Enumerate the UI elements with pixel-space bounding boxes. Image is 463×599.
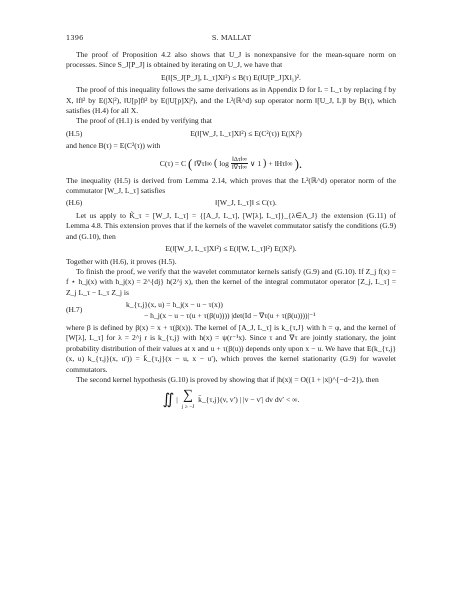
page-number: 1396 xyxy=(66,34,84,42)
equation-part: ‖∇τ‖∞ xyxy=(194,158,213,168)
equation-h7 xyxy=(66,300,396,321)
paren-close: ). xyxy=(294,155,303,171)
equation-h6 xyxy=(66,198,396,208)
equation-part: k̄_{τ,j}(v, v′) | |v − v′| dv dv′ < ∞. xyxy=(198,395,300,405)
equation-part: C(τ) = C xyxy=(159,158,187,168)
equation-part: + ‖Hτ‖∞ xyxy=(268,158,293,168)
running-header-author: S. MALLAT xyxy=(211,34,252,42)
paren-open: ( xyxy=(188,155,193,171)
equation-body: E(‖[W_J, L_τ]X‖²) ≤ E(‖[W, L_τ]‖²) E(|X|²). xyxy=(165,244,297,254)
equation-label: (H.7) xyxy=(66,305,83,315)
paragraph: The proof of (H.1) is ended by verifying that xyxy=(76,116,213,126)
equation-line: − h_j(x − u − τ(u + τ(β(u)))) |det(Id − ∇τ(u + τ(β(u))))|⁻¹ xyxy=(144,310,316,320)
paragraph: To finish the proof, we verify that the wavelet commutator kernels satisfy (G.9) and (G.10). If Z_j f(x) = f ⋆ h_j(x) with h_j(x) = 2^{dj} h(2^j x), then the kernel of the integral commutator operator [Z_j, L_τ] = Z_j L_τ − L_τ Z_j is xyxy=(66,266,396,297)
equation-line: k_{τ,j}(x, u) = h_j(x − u − τ(x)) xyxy=(126,300,223,310)
equation-label: (H.5) xyxy=(66,128,83,138)
body-text xyxy=(66,50,396,415)
paragraph: Let us apply to K̃_τ = [W_J, L_τ] = {[A_J, L_τ], [W[λ], L_τ]}_{λ∈Λ_J} the extension (G.11) of Lemma 4.8. This extension proves that if the kernels of the wavelet commutator satisfy the conditions (G.9) and (G.10), then xyxy=(66,210,396,241)
summation: ∑ j ≥ −J xyxy=(181,388,195,411)
equation xyxy=(66,244,396,254)
paren-open: ( xyxy=(214,157,218,169)
equation-part: log xyxy=(219,158,229,168)
abs-bar: | xyxy=(176,395,178,405)
equation-body: E(‖[S_J[P_J], L_τ]X‖²) ≤ B(τ) E(‖U[P_J]X‖₁)². xyxy=(161,72,301,82)
numerator: ‖Δτ‖∞ xyxy=(231,155,247,163)
fraction xyxy=(231,156,248,172)
paragraph: The proof of Proposition 4.2 also shows that U_J is nonexpansive for the mean-square norm on processes. Since S_J[P_J] is obtained by iterating on U_J, we have that xyxy=(66,50,396,70)
equation xyxy=(66,73,396,83)
paren-close: ) xyxy=(263,157,267,169)
equation-label: (H.6) xyxy=(66,198,83,208)
paragraph: The proof of this inequality follows the same derivations as in Appendix D for L = L_τ by replacing f by X, ‖f‖² by E(|X|²), ‖U[p]f‖² by E(|U[p]X|²), and the L²(ℝ^d) sup operator norm ‖[U_J, L]‖ by B(τ), which satisfies (H.4) for all X. xyxy=(66,85,396,116)
paragraph: Together with (H.6), it proves (H.5). xyxy=(66,256,177,266)
denominator: ‖∇τ‖∞ xyxy=(231,164,248,172)
sum-lower-limit: j ≥ −J xyxy=(181,404,195,411)
equation-body: E(‖[W_J, L_τ]X‖²) ≤ E(C²(τ)) E(|X|²) xyxy=(190,128,302,138)
paragraph: The second kernel hypothesis (G.10) is proved by showing that if |h(x)| = O((1 + |x|)^{−d−2}), then xyxy=(76,374,379,384)
equation-integral xyxy=(66,389,396,411)
paragraph: The inequality (H.5) is derived from Lemma 2.14, which proves that the L²(ℝ^d) operator norm of the commutator [W_J, L_τ] satisfies xyxy=(66,175,396,196)
equation-h5 xyxy=(66,129,396,139)
paragraph: and hence B(τ) = E(C²(τ)) with xyxy=(66,141,161,151)
equation-c-tau xyxy=(66,156,396,172)
equation-part: ∨ 1 xyxy=(249,158,262,168)
equation-body: ‖[W_J, L_τ]‖ ≤ C(τ). xyxy=(215,198,277,208)
paragraph: where β is defined by β(x) = x + τ(β(x)). The kernel of [A_J, L_τ] is k_{τ,J} with h = φ, and the kernel of [W[λ], L_τ] for λ = 2^j r is k_{τ,j} with h(x) = ψ(r⁻¹x). Since τ and ∇τ are jointly stationary, the joint probability distribution of their values at x and u + τ(β(u)) depends only upon x − u. We have that E(k_{τ,j}(x, u) k_{τ,j}(x, u′)) = k̄_{τ,j}(x − u, x − u′), which proves the kernel stationarity (G.9) for wavelet commutators. xyxy=(66,322,396,374)
double-integral: ∬ xyxy=(162,392,175,409)
